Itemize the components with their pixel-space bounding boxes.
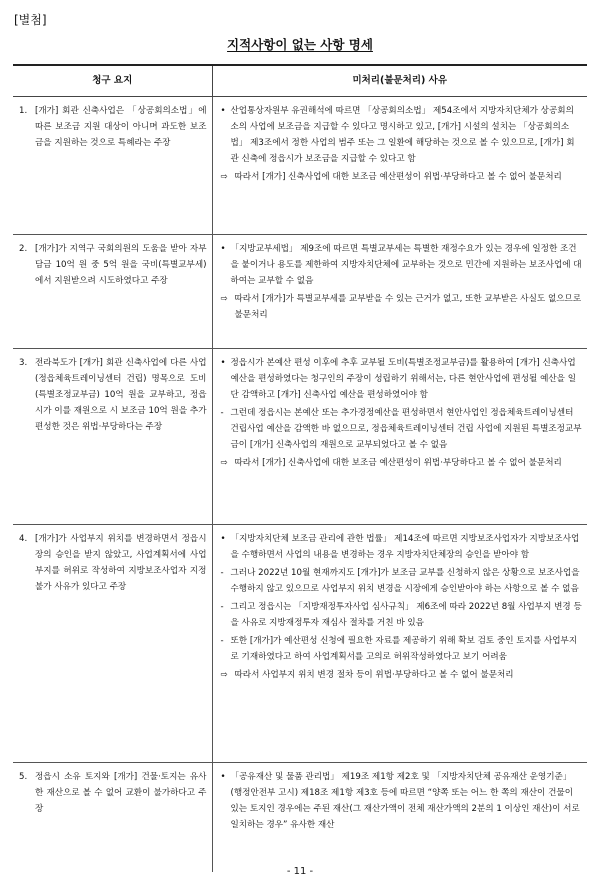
reason-text: 「지방자치단체 보조금 관리에 관한 법률」 제14조에 따르면 지방보조사업자가 지방보조사업을 수행하면서 사업의 내용을 변경하는 경우 지방자치단체장의 승인을 받아야 함 (230, 534, 580, 560)
arrow-icon: ⇨ (220, 172, 228, 182)
reason-text: 그리고 정읍시는 「지방재정투자사업 심사규칙」 제6조에 따라 2022년 8월 사업부지 변경 등을 사유로 지방재정투자 재심사 절차를 거친 바 있음 (230, 602, 582, 628)
reason-text: 그런데 정읍시는 본예산 또는 추가경정예산을 편성하면서 현안사업인 정읍체육트레이닝센터 건립사업 예산을 감액한 바 없으므로, 정읍체육트레이닝센터 건립 사업에 지원된 특별조정교부금이 [개가] 신축사업의 재원으로 교부되었다고 볼 수 없음 (230, 408, 582, 450)
bullet-marker: • (220, 534, 226, 544)
claim-cell (13, 97, 212, 235)
bullet-marker: • (220, 772, 226, 782)
claim-cell (13, 235, 212, 349)
reason-text: 따라서 사업부지 위치 변경 절차 등이 위법·부당하다고 볼 수 없어 불문처리 (234, 670, 514, 680)
conclusion-item (221, 667, 583, 683)
reason-item (221, 355, 583, 403)
reason-text: 따라서 [개가] 신축사업에 대한 보조금 예산편성이 위법·부당하다고 볼 수 없어 불문처리 (234, 458, 562, 468)
bullet-marker: • (220, 244, 226, 254)
claim-number: 1. (19, 106, 28, 116)
claim-number: 4. (19, 534, 28, 544)
bullet-marker: • (220, 106, 226, 116)
attachment-label: [별첨] (14, 13, 47, 27)
table-row (13, 525, 587, 763)
bullet-marker: - (220, 602, 224, 612)
claim-number: 5. (19, 772, 28, 782)
conclusion-item (221, 291, 583, 323)
reason-text: 또한 [개가]가 예산편성 신청에 필요한 자료를 제공하기 위해 확보 검토 중인 토지를 사업부지로 기재하였다고 하여 사업계획서를 고의로 허위작성하였다고 보기 어려움 (230, 636, 578, 662)
reason-text: 따라서 [개가] 신축사업에 대한 보조금 예산편성이 위법·부당하다고 볼 수 없어 불문처리 (234, 172, 562, 182)
conclusion-item (221, 455, 583, 471)
reason-text: 산업통상자원부 유권해석에 따르면 「상공회의소법」 제54조에서 지방자치단체가 상공회의소의 사업에 보조금을 지급할 수 있다고 명시하고 있고, [개가] 시설의 설치는 「상공회의소법」 제3조에서 정한 사업의 범주 또는 그 일환에 해당하는 것으로 볼 수 있으므로, [개가] 회관 신축에 정읍시가 보조금을 지급할 수 있다고 함 (230, 106, 575, 164)
claim-number: 2. (19, 244, 28, 254)
reason-cell (212, 525, 587, 763)
claim-cell (13, 763, 212, 873)
table-row (13, 235, 587, 349)
claim-text: 전라북도가 [개가] 회관 신축사업에 다른 사업(정읍체육트레이닝센터 건립) 명목으로 도비(특별조정교부금) 10억 원을 교부하고, 정읍시가 이를 재원으로 시 보조금 10억 원을 추가 편성한 것은 위법·부당하다는 주장 (35, 358, 207, 432)
arrow-icon: ⇨ (220, 294, 228, 304)
col-header-claim: 청구 요지 (13, 65, 212, 97)
reason-cell (212, 349, 587, 525)
table-row (13, 97, 587, 235)
reason-item (221, 565, 583, 597)
bullet-marker: - (220, 636, 224, 646)
reason-item (221, 633, 583, 665)
reason-text: 「지방교부세법」 제9조에 따르면 특별교부세는 특별한 재정수요가 있는 경우에 일정한 조건을 붙이거나 용도를 제한하여 지방자치단체에 교부하는 것으로 민간에 지원하는 보조사업에 대하여는 교부할 수 없음 (230, 244, 582, 286)
col-header-reason: 미처리(불문처리) 사유 (212, 65, 587, 97)
claim-cell (13, 349, 212, 525)
bullet-marker: - (220, 568, 224, 578)
conclusion-item (221, 169, 583, 185)
reason-item (221, 103, 583, 167)
items-table (13, 64, 587, 872)
reason-cell (212, 235, 587, 349)
claim-text: [개가]가 사업부지 위치를 변경하면서 정읍시장의 승인을 받지 않았고, 사업계획서에 사업부지를 허위로 작성하여 지방보조사업자 지정 불가 사유가 있다고 주장 (35, 534, 207, 592)
bullet-marker: • (220, 358, 226, 368)
reason-item (221, 769, 583, 833)
page-number: - 11 - (286, 866, 314, 877)
claim-cell (13, 525, 212, 763)
table-row (13, 349, 587, 525)
reason-text: 따라서 [개가]가 특별교부세를 교부받을 수 있는 근거가 없고, 또한 교부받은 사실도 없으므로 불문처리 (234, 294, 582, 320)
arrow-icon: ⇨ (220, 458, 228, 468)
table-header-row (13, 65, 587, 97)
reason-cell (212, 763, 587, 873)
reason-item (221, 405, 583, 453)
document-title: 지적사항이 없는 사항 명세 (227, 37, 373, 52)
claim-number: 3. (19, 358, 28, 368)
reason-item (221, 531, 583, 563)
reason-item (221, 241, 583, 289)
claim-text: 정읍시 소유 토지와 [개가] 건물·토지는 유사한 재산으로 볼 수 없어 교환이 불가하다고 주장 (35, 772, 207, 814)
reason-text: 정읍시가 본예산 편성 이후에 추후 교부될 도비(특별조정교부금)를 활용하여 [개가] 신축사업 예산을 편성하였다는 청구인의 주장이 성립하기 위해서는, 다른 현안사업에 편성될 예산을 일단 감액하고 [개가] 신축사업 예산을 편성하였어야 함 (230, 358, 577, 400)
reason-item (221, 599, 583, 631)
claim-text: [개가] 회관 신축사업은 「상공회의소법」에 따른 보조금 지원 대상이 아니며 과도한 보조금을 지원하는 것으로 특혜라는 주장 (35, 106, 207, 148)
arrow-icon: ⇨ (220, 670, 228, 680)
bullet-marker: - (220, 408, 224, 418)
claim-text: [개가]가 지역구 국회의원의 도움을 받아 자부담금 10억 원 중 5억 원을 국비(특별교부세)에서 지원받으려 시도하였다고 주장 (35, 244, 207, 286)
table-row (13, 763, 587, 873)
reason-text: 그러나 2022년 10월 현재까지도 [개가]가 보조금 교부를 신청하지 않은 상황으로 보조사업을 수행하지 않고 있으므로 사업부지 위치 변경을 시장에게 승인받아야 하는 사항으로 볼 수 없음 (230, 568, 580, 594)
reason-cell (212, 97, 587, 235)
reason-text: 「공유재산 및 물품 관리법」 제19조 제1항 제2호 및 「지방자치단체 공유재산 운영기준」(행정안전부 고시) 제18조 제1항 제3호 등에 따르면 “양쪽 또는 어느 한 쪽의 재산이 건물이 있는 토지인 경우에는 주된 재산(그 재산가액이 전체 재산가액의 2분의 1 이상인 재산)이 서로 일치하는 경우” 유사한 재산 (230, 772, 580, 830)
